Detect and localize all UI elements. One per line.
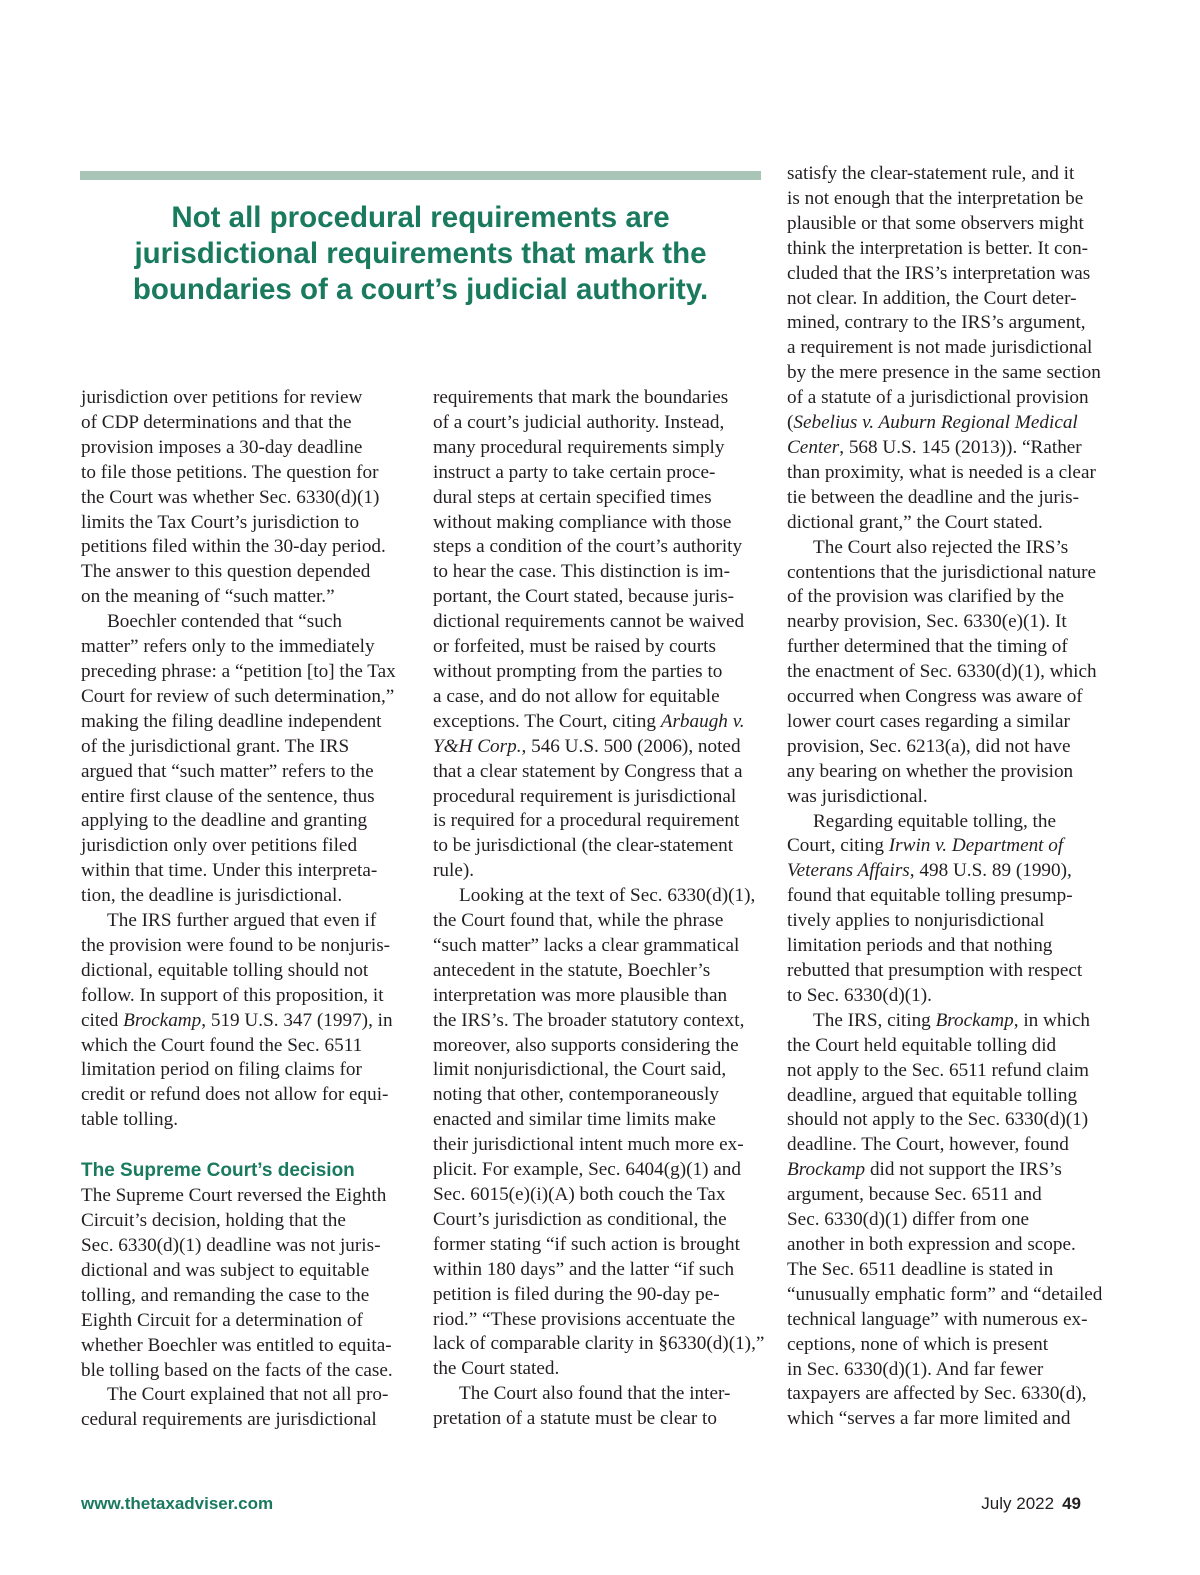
text-line: of the provision was clarified by the <box>787 586 1065 608</box>
text-line: Court’s jurisdiction as conditional, the <box>433 1208 727 1230</box>
text-line: occurred when Congress was aware of <box>787 686 1083 708</box>
case-citation: Center <box>787 436 840 458</box>
text-line: limits the Tax Court’s jurisdiction to <box>81 511 360 533</box>
text-line: moreover, also supports considering the <box>433 1034 739 1056</box>
text-line: interpretation was more plausible than <box>433 984 728 1006</box>
text-line: Center, 568 U.S. 145 (2013)). “Rather <box>787 436 1082 458</box>
text-line: whether Boechler was entitled to equita- <box>81 1334 392 1356</box>
text-line: a requirement is not made jurisdictional <box>787 337 1093 359</box>
text-line: plicit. For example, Sec. 6404(g)(1) and <box>433 1159 741 1181</box>
text-line: dictional requirements cannot be waived <box>433 611 745 633</box>
text-line: within 180 days” and the latter “if such <box>433 1258 735 1280</box>
text-line: tion, the deadline is jurisdictional. <box>81 885 343 907</box>
text-line: The IRS further argued that even if <box>107 910 377 932</box>
text-line: by the mere presence in the same section <box>787 362 1101 384</box>
text-line: Court for review of such determination,” <box>81 685 395 707</box>
text-line: deadline, argued that equitable tolling <box>787 1084 1078 1106</box>
text-line: to be jurisdictional (the clear-statement <box>433 835 734 857</box>
text-line: their jurisdictional intent much more ex- <box>433 1134 744 1156</box>
text-line: cluded that the IRS’s interpretation was <box>787 262 1091 284</box>
text-line: antecedent in the statute, Boechler’s <box>433 959 711 981</box>
column-1 <box>81 386 411 1433</box>
text-line: the Court was whether Sec. 6330(d)(1) <box>81 486 380 508</box>
text-line: without making compliance with those <box>433 511 732 533</box>
text-line: limit nonjurisdictional, the Court said, <box>433 1059 727 1081</box>
text-line: technical language” with numerous ex- <box>787 1308 1088 1330</box>
text-line: The Court also rejected the IRS’s <box>813 536 1069 558</box>
text-line: of CDP determinations and that the <box>81 411 352 433</box>
text-line: plausible or that some observers might <box>787 212 1084 234</box>
text-line: follow. In support of this proposition, it <box>81 984 384 1006</box>
text-line: ble tolling based on the facts of the case. <box>81 1359 393 1381</box>
text-line: cited Brockamp, 519 U.S. 347 (1997), in <box>81 1009 393 1031</box>
text-line: (Sebelius v. Auburn Regional Medical <box>787 412 1078 434</box>
pull-quote-rule <box>80 171 761 180</box>
text-line: tively applies to nonjurisdictional <box>787 910 1045 932</box>
text-line: “unusually emphatic form” and “detailed <box>787 1283 1103 1305</box>
text-line: to file those petitions. The question for <box>81 461 379 483</box>
text-line: The Court also found that the inter- <box>459 1383 731 1405</box>
text-line: jurisdiction over petitions for review <box>81 387 363 408</box>
text-line: which “serves a far more limited and <box>787 1408 1071 1430</box>
case-citation: Sebelius v. Auburn Regional Medical <box>793 412 1078 434</box>
text-line: matter” refers only to the immediately <box>81 636 375 658</box>
case-citation: Arbaugh v. <box>660 710 745 732</box>
paragraph <box>787 1009 1123 1432</box>
text-line: of a statute of a jurisdictional provision <box>787 387 1089 409</box>
text-line: The Sec. 6511 deadline is stated in <box>787 1258 1054 1280</box>
text-line: dictional grant,” the Court stated. <box>787 511 1043 533</box>
text-line: contentions that the jurisdictional nature <box>787 561 1097 583</box>
text-line: dural steps at certain specified times <box>433 486 712 508</box>
footer-website: www.thetaxadviser.com <box>81 1494 274 1513</box>
paragraph <box>787 162 1123 536</box>
text-line: many procedural requirements simply <box>433 436 725 458</box>
text-line: argued that “such matter” refers to the <box>81 760 374 782</box>
text-line: tolling, and remanding the case to the <box>81 1284 370 1306</box>
section-heading: The Supreme Court’s decision <box>81 1160 355 1182</box>
case-citation: Brockamp <box>787 1159 866 1181</box>
text-line: Eighth Circuit for a determination of <box>81 1309 363 1331</box>
paragraph <box>787 536 1123 810</box>
text-line: pretation of a statute must be clear to <box>433 1408 717 1430</box>
text-line: table tolling. <box>81 1109 178 1131</box>
paragraph <box>433 1382 767 1432</box>
text-line: not clear. In addition, the Court deter- <box>787 287 1077 309</box>
text-line: taxpayers are affected by Sec. 6330(d), <box>787 1383 1087 1405</box>
text-line: limitation periods and that nothing <box>787 935 1053 957</box>
text-line: enacted and similar time limits make <box>433 1109 716 1131</box>
text-line: requirements that mark the boundaries <box>433 387 729 408</box>
text-line: instruct a party to take certain proce- <box>433 461 716 483</box>
paragraph <box>81 1383 411 1433</box>
text-line: ceptions, none of which is present <box>787 1333 1049 1355</box>
paragraph <box>81 909 411 1133</box>
text-line: tie between the deadline and the juris- <box>787 486 1079 508</box>
text-line: in Sec. 6330(d)(1). And far fewer <box>787 1358 1044 1380</box>
issue-date: July 2022 <box>981 1494 1055 1513</box>
text-line: Brockamp did not support the IRS’s <box>787 1159 1062 1181</box>
text-line: petitions filed within the 30-day period. <box>81 536 386 558</box>
text-line: Court, citing Irwin v. Department of <box>787 835 1064 857</box>
text-line: on the meaning of “such matter.” <box>81 586 335 608</box>
paragraph <box>433 386 767 884</box>
case-citation: Veterans Affairs <box>787 860 910 882</box>
text-line: of the jurisdictional grant. The IRS <box>81 735 350 757</box>
text-line: steps a condition of the court’s authority <box>433 536 743 558</box>
case-citation: Brockamp <box>123 1009 202 1031</box>
text-line: think the interpretation is better. It con- <box>787 237 1089 259</box>
text-line: the Court stated. <box>433 1358 560 1380</box>
text-line: rule). <box>433 860 475 882</box>
text-line: dictional, equitable tolling should not <box>81 959 369 981</box>
text-line: that a clear statement by Congress that a <box>433 760 743 782</box>
text-line: Circuit’s decision, holding that the <box>81 1210 346 1232</box>
text-line: a case, and do not allow for equitable <box>433 685 720 707</box>
paragraph <box>81 1184 411 1383</box>
text-line: petition is filed during the 90-day pe- <box>433 1283 720 1305</box>
text-line: without prompting from the parties to <box>433 660 723 682</box>
text-line: to Sec. 6330(d)(1). <box>787 984 932 1006</box>
text-line: within that time. Under this interpreta- <box>81 860 378 882</box>
text-line: Sec. 6330(d)(1) deadline was not juris- <box>81 1235 381 1256</box>
text-line: The Supreme Court reversed the Eighth <box>81 1185 387 1207</box>
text-line: Sec. 6015(e)(i)(A) both couch the Tax <box>433 1184 726 1205</box>
text-line: The Court explained that not all pro- <box>107 1384 389 1406</box>
text-line: making the filing deadline independent <box>81 710 382 732</box>
text-line: satisfy the clear-statement rule, and it <box>787 163 1075 184</box>
paragraph <box>81 386 411 610</box>
case-citation: Brockamp <box>935 1009 1014 1031</box>
text-line: Looking at the text of Sec. 6330(d)(1), <box>459 885 756 907</box>
text-line: rebutted that presumption with respect <box>787 960 1083 981</box>
text-line: The answer to this question depended <box>81 561 371 583</box>
text-line: the IRS’s. The broader statutory context, <box>433 1009 745 1031</box>
case-citation: Irwin v. Department of <box>888 835 1064 857</box>
text-line: dictional and was subject to equitable <box>81 1259 370 1281</box>
text-line: is required for a procedural requirement <box>433 810 740 832</box>
text-line: riod.” “These provisions accentuate the <box>433 1308 736 1330</box>
column-2 <box>433 386 767 1432</box>
text-line: or forfeited, must be raised by courts <box>433 636 716 658</box>
text-line: provision imposes a 30-day deadline <box>81 436 363 458</box>
text-line: procedural requirement is jurisdictional <box>433 785 737 807</box>
text-line: jurisdiction only over petitions filed <box>81 835 358 857</box>
text-line: to hear the case. This distinction is im- <box>433 561 730 583</box>
paragraph <box>787 810 1123 1009</box>
text-line: entire first clause of the sentence, thus <box>81 785 375 807</box>
paragraph <box>433 884 767 1382</box>
page-number: 49 <box>1062 1494 1081 1513</box>
text-line: Regarding equitable tolling, the <box>813 810 1056 832</box>
text-line: another in both expression and scope. <box>787 1233 1076 1255</box>
text-line: than proximity, what is needed is a clear <box>787 461 1096 483</box>
text-line: limitation period on filing claims for <box>81 1059 362 1081</box>
text-line: any bearing on whether the provision <box>787 760 1074 782</box>
text-line: of a court’s judicial authority. Instead, <box>433 411 725 433</box>
text-line: argument, because Sec. 6511 and <box>787 1184 1042 1206</box>
text-line: the provision were found to be nonjuris- <box>81 934 391 956</box>
text-line: applying to the deadline and granting <box>81 810 368 832</box>
text-line: noting that other, contemporaneously <box>433 1084 719 1106</box>
case-citation: Y&H Corp. <box>433 735 522 757</box>
text-line: provision, Sec. 6213(a), did not have <box>787 735 1071 757</box>
text-line: lower court cases regarding a similar <box>787 710 1070 732</box>
text-line: the Court found that, while the phrase <box>433 910 724 932</box>
text-line: exceptions. The Court, citing Arbaugh v. <box>433 710 745 732</box>
text-line: The IRS, citing Brockamp, in which <box>813 1009 1090 1031</box>
text-line: former stating “if such action is brought <box>433 1233 740 1255</box>
text-line: found that equitable tolling presump- <box>787 885 1073 907</box>
column-3 <box>787 162 1123 1432</box>
text-line: should not apply to the Sec. 6330(d)(1) <box>787 1109 1089 1131</box>
text-line: mined, contrary to the IRS’s argument, <box>787 312 1086 334</box>
text-line: which the Court found the Sec. 6511 <box>81 1034 363 1056</box>
text-line: Boechler contended that “such <box>107 611 342 633</box>
text-line: was jurisdictional. <box>787 785 928 807</box>
text-line: credit or refund does not allow for equi- <box>81 1084 389 1106</box>
text-line: nearby provision, Sec. 6330(e)(1). It <box>787 611 1067 633</box>
text-line: is not enough that the interpretation be <box>787 187 1084 209</box>
text-line: not apply to the Sec. 6511 refund claim <box>787 1059 1089 1081</box>
pull-quote: Not all procedural requirements are jurisdictional requirements that mark the boundaries of a court’s judicial authority. <box>132 201 709 306</box>
text-line: portant, the Court stated, because juris- <box>433 586 735 608</box>
text-line: cedural requirements are jurisdictional <box>81 1409 377 1431</box>
text-line: the Court held equitable tolling did <box>787 1034 1057 1056</box>
text-line: Y&H Corp., 546 U.S. 500 (2006), noted <box>433 735 741 757</box>
text-line: lack of comparable clarity in §6330(d)(1),” <box>433 1333 765 1355</box>
text-line: deadline. The Court, however, found <box>787 1134 1069 1156</box>
text-line: Sec. 6330(d)(1) differ from one <box>787 1209 1030 1231</box>
text-line: Veterans Affairs, 498 U.S. 89 (1990), <box>787 860 1072 882</box>
text-line: “such matter” lacks a clear grammatical <box>433 934 740 956</box>
text-line: the enactment of Sec. 6330(d)(1), which <box>787 661 1097 683</box>
text-line: preceding phrase: a “petition [to] the Tax <box>81 660 396 682</box>
paragraph <box>81 610 411 909</box>
footer-date-page <box>981 1494 1081 1514</box>
text-line: further determined that the timing of <box>787 636 1068 658</box>
